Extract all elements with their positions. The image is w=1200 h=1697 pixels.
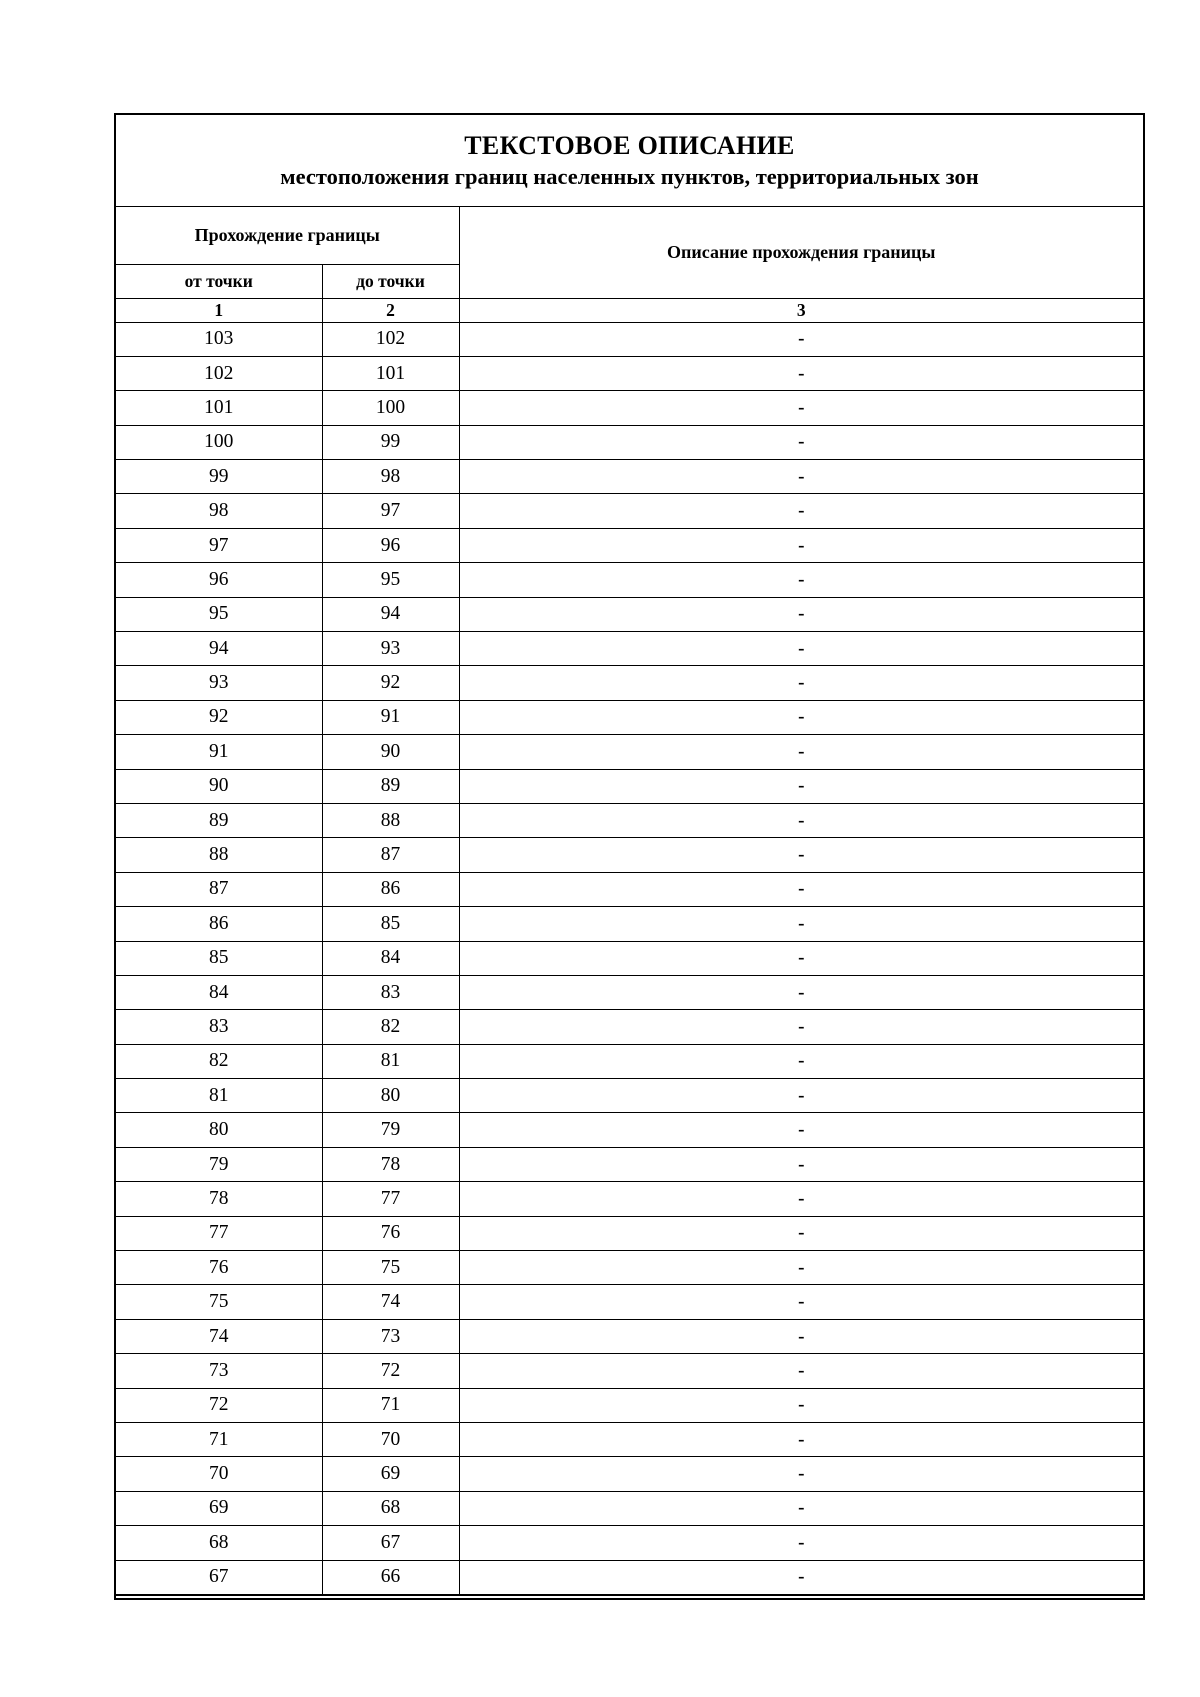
cell-from-point: 68 xyxy=(116,1526,322,1560)
cell-description: - xyxy=(459,1044,1143,1078)
cell-from-point: 93 xyxy=(116,666,322,700)
column-number-1: 1 xyxy=(116,298,322,322)
cell-from-point: 76 xyxy=(116,1251,322,1285)
table-row xyxy=(116,872,1143,906)
cell-to-point: 95 xyxy=(322,563,459,597)
cell-from-point: 77 xyxy=(116,1216,322,1250)
cell-from-point: 74 xyxy=(116,1319,322,1353)
table-row xyxy=(116,838,1143,872)
cell-description: - xyxy=(459,872,1143,906)
cell-to-point: 71 xyxy=(322,1388,459,1422)
boundary-table xyxy=(116,207,1143,1595)
cell-to-point: 102 xyxy=(322,322,459,356)
cell-to-point: 86 xyxy=(322,872,459,906)
cell-description: - xyxy=(459,425,1143,459)
cell-from-point: 71 xyxy=(116,1423,322,1457)
cell-description: - xyxy=(459,597,1143,631)
cell-description: - xyxy=(459,1354,1143,1388)
cell-from-point: 70 xyxy=(116,1457,322,1491)
cell-from-point: 85 xyxy=(116,941,322,975)
document-subtitle: местоположения границ населенных пунктов, территориальных зон xyxy=(280,164,979,189)
table-row xyxy=(116,632,1143,666)
table-row xyxy=(116,460,1143,494)
table-row xyxy=(116,1388,1143,1422)
table-row xyxy=(116,1319,1143,1353)
cell-from-point: 90 xyxy=(116,769,322,803)
table-row xyxy=(116,391,1143,425)
cell-description: - xyxy=(459,1216,1143,1250)
cell-to-point: 89 xyxy=(322,769,459,803)
cell-to-point: 97 xyxy=(322,494,459,528)
cell-to-point: 100 xyxy=(322,391,459,425)
cell-description: - xyxy=(459,322,1143,356)
cell-from-point: 86 xyxy=(116,907,322,941)
cell-description: - xyxy=(459,1491,1143,1525)
table-row xyxy=(116,356,1143,390)
cell-to-point: 80 xyxy=(322,1079,459,1113)
cell-from-point: 92 xyxy=(116,700,322,734)
table-row xyxy=(116,1147,1143,1181)
table-row xyxy=(116,975,1143,1009)
cell-description: - xyxy=(459,1251,1143,1285)
table-row xyxy=(116,528,1143,562)
cell-description: - xyxy=(459,1388,1143,1422)
cell-description: - xyxy=(459,563,1143,597)
cell-description: - xyxy=(459,803,1143,837)
cell-to-point: 96 xyxy=(322,528,459,562)
table-row xyxy=(116,1423,1143,1457)
cell-description: - xyxy=(459,941,1143,975)
column-number-row xyxy=(116,298,1143,322)
cell-from-point: 89 xyxy=(116,803,322,837)
cell-to-point: 81 xyxy=(322,1044,459,1078)
cell-from-point: 83 xyxy=(116,1010,322,1044)
cell-description: - xyxy=(459,632,1143,666)
table-row xyxy=(116,563,1143,597)
cell-from-point: 102 xyxy=(116,356,322,390)
cell-from-point: 69 xyxy=(116,1491,322,1525)
cell-to-point: 88 xyxy=(322,803,459,837)
cell-from-point: 100 xyxy=(116,425,322,459)
cell-from-point: 87 xyxy=(116,872,322,906)
cell-to-point: 72 xyxy=(322,1354,459,1388)
cell-description: - xyxy=(459,907,1143,941)
table-row xyxy=(116,597,1143,631)
table-row xyxy=(116,1182,1143,1216)
cell-from-point: 79 xyxy=(116,1147,322,1181)
cell-description: - xyxy=(459,1010,1143,1044)
cell-description: - xyxy=(459,838,1143,872)
cell-description: - xyxy=(459,735,1143,769)
cell-to-point: 94 xyxy=(322,597,459,631)
cell-to-point: 69 xyxy=(322,1457,459,1491)
cell-from-point: 67 xyxy=(116,1560,322,1594)
cell-to-point: 76 xyxy=(322,1216,459,1250)
header-from-point: от точки xyxy=(116,264,322,298)
cell-from-point: 94 xyxy=(116,632,322,666)
cell-from-point: 82 xyxy=(116,1044,322,1078)
header-description: Описание прохождения границы xyxy=(459,207,1143,298)
document-title: ТЕКСТОВОЕ ОПИСАНИЕ xyxy=(464,131,795,160)
cell-description: - xyxy=(459,1147,1143,1181)
table-row xyxy=(116,1560,1143,1594)
table-row xyxy=(116,1526,1143,1560)
header-to-point: до точки xyxy=(322,264,459,298)
cell-from-point: 84 xyxy=(116,975,322,1009)
cell-from-point: 98 xyxy=(116,494,322,528)
table-row xyxy=(116,1044,1143,1078)
cell-description: - xyxy=(459,1457,1143,1491)
cell-to-point: 90 xyxy=(322,735,459,769)
boundary-table-frame xyxy=(114,113,1145,1595)
cell-to-point: 87 xyxy=(322,838,459,872)
table-row xyxy=(116,803,1143,837)
cell-description: - xyxy=(459,1526,1143,1560)
cell-to-point: 82 xyxy=(322,1010,459,1044)
cell-description: - xyxy=(459,391,1143,425)
cell-to-point: 91 xyxy=(322,700,459,734)
cell-from-point: 91 xyxy=(116,735,322,769)
cell-from-point: 101 xyxy=(116,391,322,425)
cell-to-point: 75 xyxy=(322,1251,459,1285)
table-row xyxy=(116,425,1143,459)
table-row xyxy=(116,322,1143,356)
cell-description: - xyxy=(459,1182,1143,1216)
cell-description: - xyxy=(459,666,1143,700)
document-sheet xyxy=(114,113,1145,1600)
table-row xyxy=(116,1354,1143,1388)
table-row xyxy=(116,941,1143,975)
cell-description: - xyxy=(459,700,1143,734)
cell-to-point: 73 xyxy=(322,1319,459,1353)
cell-from-point: 97 xyxy=(116,528,322,562)
cell-from-point: 72 xyxy=(116,1388,322,1422)
cell-from-point: 78 xyxy=(116,1182,322,1216)
cell-description: - xyxy=(459,1560,1143,1594)
cell-from-point: 96 xyxy=(116,563,322,597)
table-row xyxy=(116,769,1143,803)
table-row xyxy=(116,1251,1143,1285)
cell-to-point: 70 xyxy=(322,1423,459,1457)
cell-from-point: 75 xyxy=(116,1285,322,1319)
cell-to-point: 93 xyxy=(322,632,459,666)
cell-to-point: 98 xyxy=(322,460,459,494)
column-number-2: 2 xyxy=(322,298,459,322)
table-row xyxy=(116,1285,1143,1319)
cell-to-point: 66 xyxy=(322,1560,459,1594)
header-row xyxy=(116,207,1143,264)
cell-to-point: 77 xyxy=(322,1182,459,1216)
cell-from-point: 103 xyxy=(116,322,322,356)
title-block xyxy=(116,115,1143,207)
table-row xyxy=(116,1113,1143,1147)
table-row xyxy=(116,1010,1143,1044)
cell-from-point: 95 xyxy=(116,597,322,631)
cell-to-point: 68 xyxy=(322,1491,459,1525)
cell-to-point: 74 xyxy=(322,1285,459,1319)
cell-from-point: 99 xyxy=(116,460,322,494)
cell-to-point: 84 xyxy=(322,941,459,975)
table-row xyxy=(116,1216,1143,1250)
cell-description: - xyxy=(459,769,1143,803)
cell-to-point: 99 xyxy=(322,425,459,459)
cell-description: - xyxy=(459,1423,1143,1457)
column-number-3: 3 xyxy=(459,298,1143,322)
cell-to-point: 83 xyxy=(322,975,459,1009)
cell-description: - xyxy=(459,1285,1143,1319)
header-boundary-passage: Прохождение границы xyxy=(116,207,459,264)
table-bottom-border xyxy=(114,1595,1145,1600)
cell-description: - xyxy=(459,1319,1143,1353)
cell-to-point: 101 xyxy=(322,356,459,390)
cell-from-point: 80 xyxy=(116,1113,322,1147)
cell-description: - xyxy=(459,356,1143,390)
cell-from-point: 81 xyxy=(116,1079,322,1113)
table-row xyxy=(116,1457,1143,1491)
cell-description: - xyxy=(459,460,1143,494)
cell-description: - xyxy=(459,975,1143,1009)
table-row xyxy=(116,907,1143,941)
table-row xyxy=(116,1491,1143,1525)
table-row xyxy=(116,700,1143,734)
cell-to-point: 78 xyxy=(322,1147,459,1181)
cell-to-point: 67 xyxy=(322,1526,459,1560)
table-row xyxy=(116,494,1143,528)
cell-description: - xyxy=(459,494,1143,528)
cell-to-point: 79 xyxy=(322,1113,459,1147)
cell-description: - xyxy=(459,1113,1143,1147)
cell-to-point: 92 xyxy=(322,666,459,700)
cell-description: - xyxy=(459,528,1143,562)
table-row xyxy=(116,1079,1143,1113)
cell-description: - xyxy=(459,1079,1143,1113)
cell-from-point: 73 xyxy=(116,1354,322,1388)
cell-from-point: 88 xyxy=(116,838,322,872)
table-row xyxy=(116,666,1143,700)
table-row xyxy=(116,735,1143,769)
cell-to-point: 85 xyxy=(322,907,459,941)
